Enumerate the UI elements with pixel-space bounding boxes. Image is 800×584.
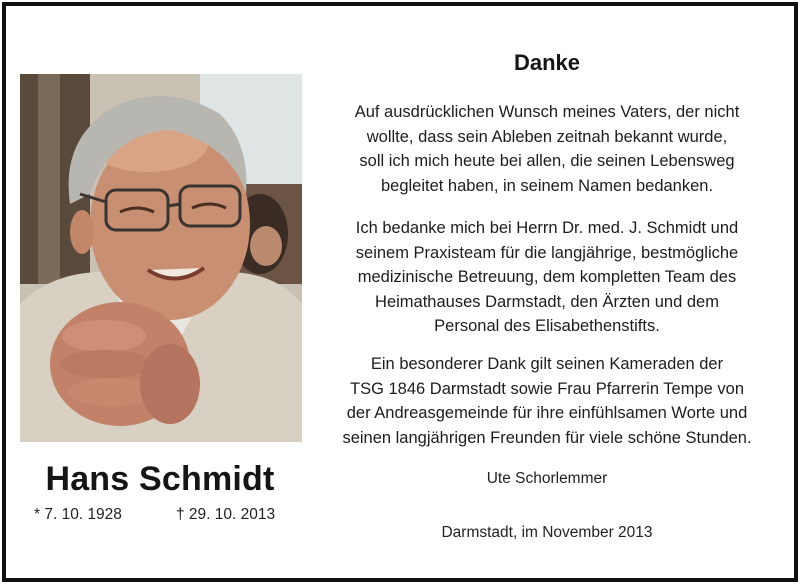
text-line: Personal des Elisabethenstifts.: [434, 317, 660, 336]
text-line: seinen langjährigen Freunden für viele schöne Stunden.: [342, 428, 752, 447]
birth-date: * 7. 10. 1928: [34, 506, 122, 523]
notice-frame: [2, 2, 798, 582]
text-line: seinem Praxisteam für die langjährige, bestmögliche: [355, 243, 739, 262]
thanks-paragraph-1: [306, 100, 788, 198]
text-line: medizinische Betreuung, dem kompletten Team des: [357, 268, 737, 287]
thanks-paragraph-3: [306, 352, 788, 450]
place-and-date: Darmstadt, im November 2013: [441, 524, 653, 541]
signer-name: Ute Schorlemmer: [486, 470, 608, 487]
notice-heading: Danke: [513, 50, 581, 75]
portrait-photo: [20, 74, 302, 442]
text-line: Heimathauses Darmstadt, den Ärzten und dem: [375, 292, 719, 311]
thanks-paragraph-2: [306, 216, 788, 339]
text-line: Ein besonderer Dank gilt seinen Kameraden der: [370, 355, 724, 373]
death-date: † 29. 10. 2013: [176, 506, 276, 523]
text-line: Ich bedanke mich bei Herrn Dr. med. J. Schmidt und: [355, 219, 739, 237]
deceased-name: Hans Schmidt: [45, 460, 275, 498]
text-line: begleitet haben, in seinem Namen bedanken.: [380, 176, 714, 195]
text-line: TSG 1846 Darmstadt sowie Frau Pfarrerin Tempe von: [349, 379, 745, 398]
text-line: der Andreasgemeinde für ihre einfühlsamen Worte und: [346, 404, 748, 423]
text-line: wollte, dass sein Ableben zeitnah bekannt wurde,: [366, 127, 728, 146]
text-line: Auf ausdrücklichen Wunsch meines Vaters, der nicht: [354, 103, 740, 121]
text-line: soll ich mich heute bei allen, die seinen Lebensweg: [359, 152, 735, 171]
